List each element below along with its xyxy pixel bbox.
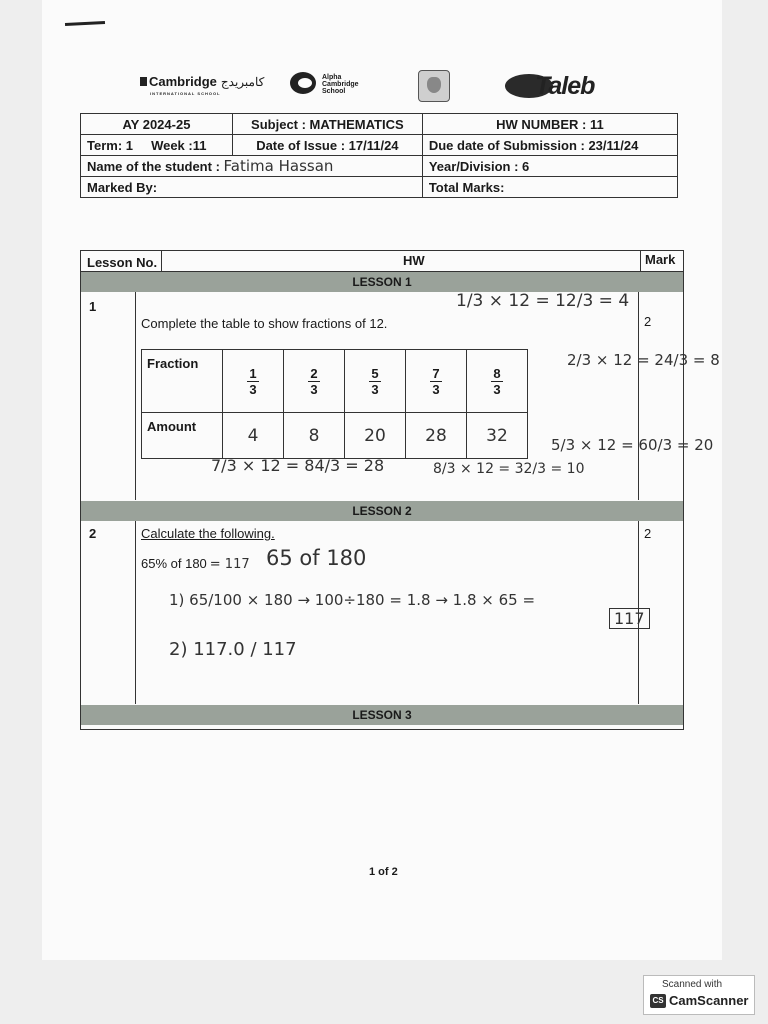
camscanner-brand: CamScanner bbox=[669, 993, 749, 1008]
q2-prompt: Calculate the following. bbox=[141, 526, 275, 541]
camscanner-icon: CS bbox=[650, 994, 666, 1008]
q1-number: 1 bbox=[89, 299, 97, 314]
q2-number: 2 bbox=[89, 526, 97, 541]
cambridge-logo-sub: INTERNATIONAL SCHOOL bbox=[150, 91, 221, 96]
logo-strip bbox=[0, 66, 768, 106]
q2-question: 65% of 180 bbox=[141, 556, 207, 571]
q1-working-3: 5/3 × 12 = 60/3 = 20 bbox=[551, 436, 714, 454]
camscanner-caption: Scanned with bbox=[662, 979, 723, 990]
q2-question-line bbox=[141, 556, 250, 572]
q2-working-2: 2) 117.0 / 117 bbox=[169, 639, 297, 660]
alpha-logo-line2: Cambridge bbox=[322, 81, 359, 88]
student-name-cell bbox=[81, 156, 423, 177]
lesson3-bar: LESSON 3 bbox=[81, 705, 683, 725]
q1-working-1: 1/3 × 12 = 12/3 = 4 bbox=[456, 291, 630, 311]
amount-cell: 8 bbox=[284, 413, 345, 459]
cambridge-logo-text: Cambridge bbox=[149, 74, 217, 89]
amount-row-label: Amount bbox=[142, 413, 223, 459]
q1-mark: 2 bbox=[644, 314, 652, 329]
q1-prompt: Complete the table to show fractions of 12. bbox=[141, 316, 388, 331]
student-name-label: Name of the student : bbox=[87, 159, 220, 174]
page-number: 1 of 2 bbox=[369, 866, 398, 878]
alpha-cambridge-logo bbox=[290, 72, 385, 98]
cambridge-logo-arabic: كامبريدج bbox=[220, 75, 265, 89]
col-hw: HW bbox=[403, 253, 425, 268]
amount-cell: 4 bbox=[223, 413, 284, 459]
alpha-logo-line3: School bbox=[322, 88, 346, 95]
amount-cell: 32 bbox=[467, 413, 528, 459]
alpha-logo-icon bbox=[290, 72, 316, 94]
lesson1-bar: LESSON 1 bbox=[81, 272, 683, 292]
marked-by: Marked By: bbox=[81, 177, 423, 198]
term: Term: 1 bbox=[87, 137, 133, 153]
q2-boxed-answer: 117 bbox=[609, 608, 650, 629]
amount-cell: 28 bbox=[406, 413, 467, 459]
q2-mark: 2 bbox=[644, 526, 652, 541]
homework-info-table bbox=[80, 113, 678, 198]
total-marks: Total Marks: bbox=[422, 177, 677, 198]
subject: Subject : MATHEMATICS bbox=[232, 114, 422, 135]
q2-answer: = 117 bbox=[209, 557, 250, 572]
amount-cell: 20 bbox=[345, 413, 406, 459]
col-mark: Mark bbox=[645, 252, 676, 267]
fractions-table bbox=[141, 349, 528, 459]
cambridge-logo bbox=[140, 74, 265, 96]
lesson2-bar: LESSON 2 bbox=[81, 501, 683, 521]
q1-working-2: 2/3 × 12 = 24/3 = 8 bbox=[567, 351, 720, 369]
q1-working-5: 8/3 × 12 = 32/3 = 10 bbox=[433, 461, 585, 477]
homework-table bbox=[80, 250, 720, 730]
fraction-cell: $\frac{2}{3}$ bbox=[284, 350, 345, 413]
taleb-logo bbox=[505, 72, 635, 102]
fraction-cell: $\frac{1}{3}$ bbox=[223, 350, 284, 413]
q1-working-4: 7/3 × 12 = 84/3 = 28 bbox=[211, 456, 385, 475]
fraction-cell: $\frac{5}{3}$ bbox=[345, 350, 406, 413]
academic-year: AY 2024-25 bbox=[81, 114, 233, 135]
q2-working-1: 1) 65/100 × 180 → 100÷180 = 1.8 → 1.8 × 65 = bbox=[169, 591, 536, 609]
camscanner-watermark bbox=[643, 975, 755, 1015]
school-crest-icon bbox=[418, 70, 450, 102]
date-of-issue: Date of Issue : 17/11/24 bbox=[232, 135, 422, 156]
year-division: Year/Division : 6 bbox=[422, 156, 677, 177]
fraction-cell: $\frac{7}{3}$ bbox=[406, 350, 467, 413]
week: Week :11 bbox=[151, 137, 207, 153]
taleb-logo-text: Taleb bbox=[535, 72, 595, 100]
q2-working-heading: 65 of 180 bbox=[266, 546, 367, 570]
hw-number: HW NUMBER : 11 bbox=[422, 114, 677, 135]
student-name-value: Fatima Hassan bbox=[223, 157, 334, 175]
cambridge-logo-icon bbox=[140, 77, 147, 86]
alpha-logo-line1: Alpha bbox=[322, 74, 342, 81]
term-week bbox=[81, 135, 233, 156]
fraction-row-label: Fraction bbox=[142, 350, 223, 413]
col-lesson-no: Lesson No. bbox=[87, 255, 158, 270]
fraction-cell: $\frac{8}{3}$ bbox=[467, 350, 528, 413]
due-date: Due date of Submission : 23/11/24 bbox=[422, 135, 677, 156]
